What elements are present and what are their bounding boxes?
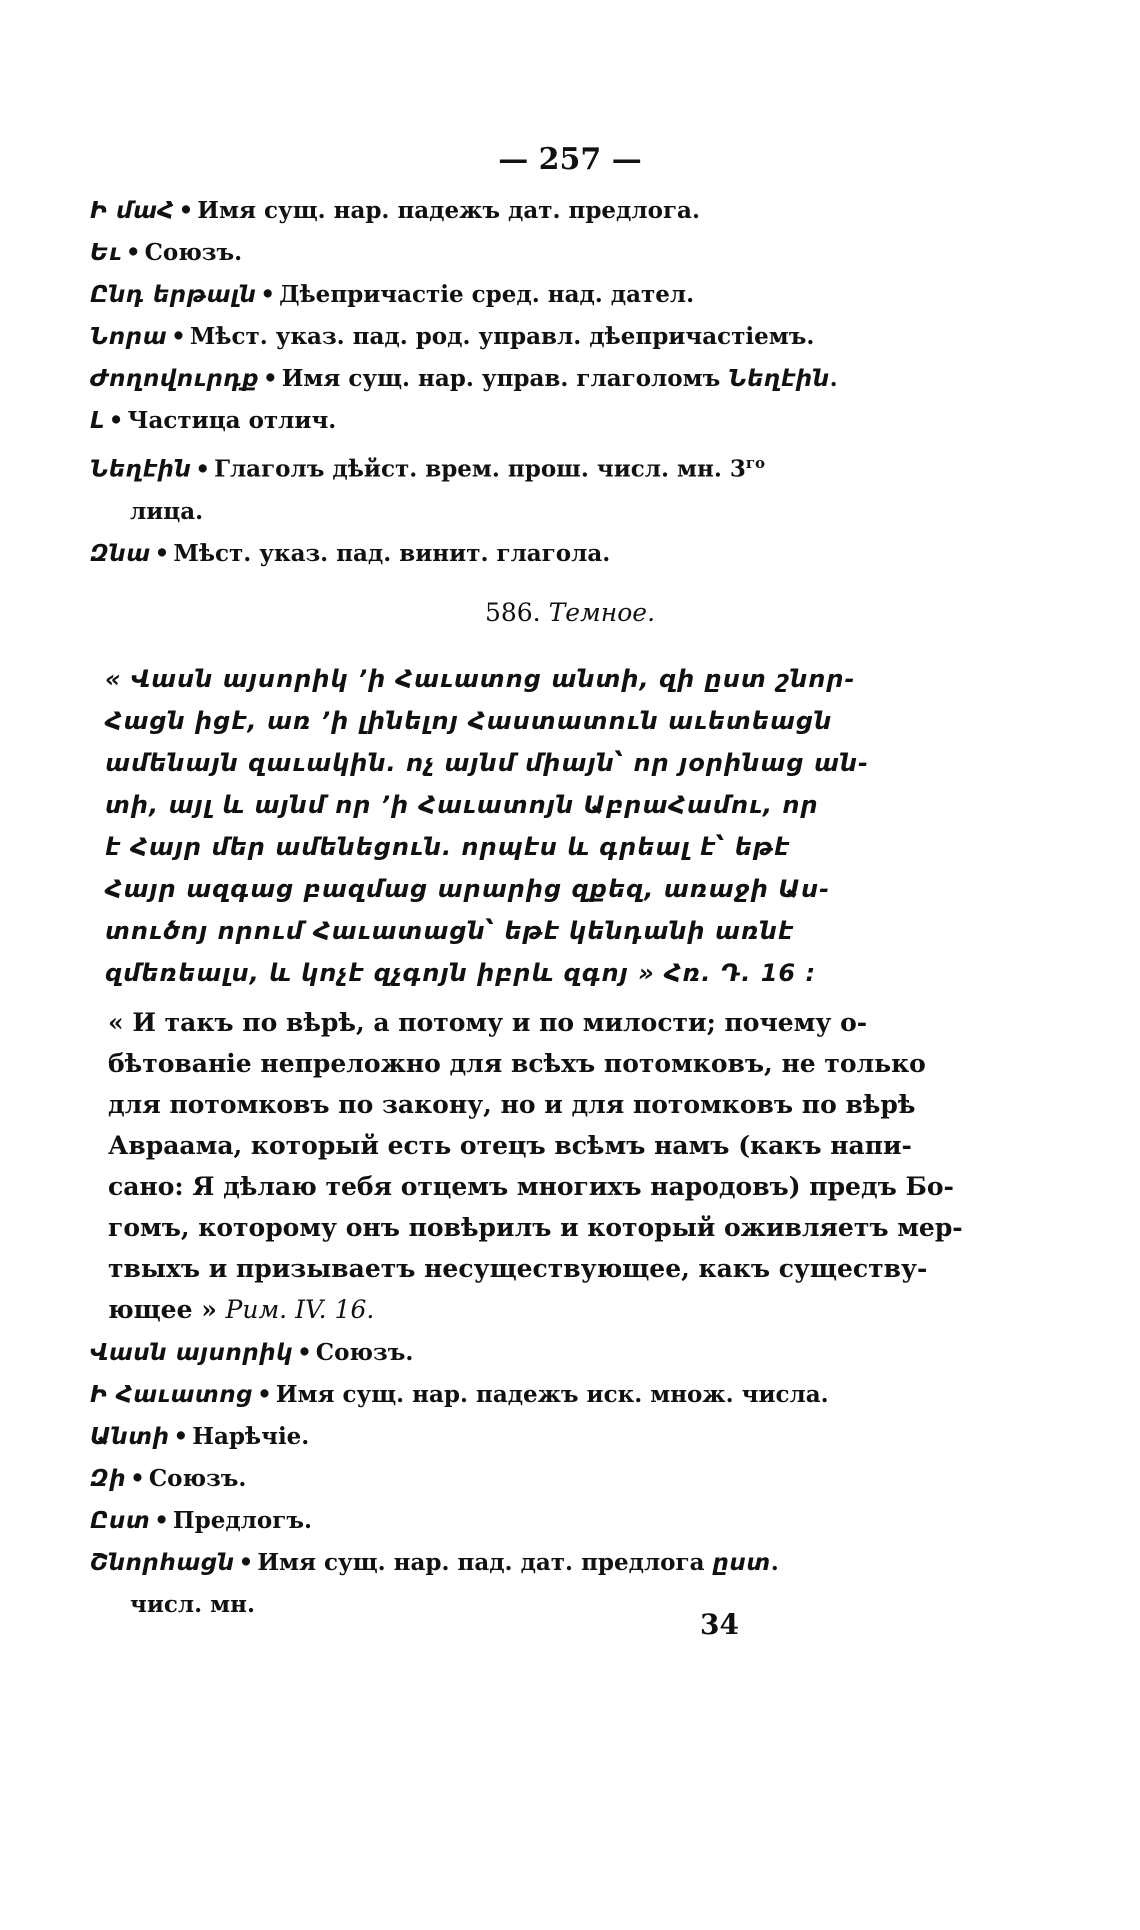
armenian-quote-line: Հացն իցէ, առ ՚ի լինելոյ Հաստատուն աւետեացն — [105, 707, 833, 735]
armenian-term: Եւ — [90, 240, 122, 266]
gloss-definition: Союзъ. — [315, 1339, 414, 1366]
armenian-term: Զնա — [90, 540, 151, 567]
armenian-term: Նեղէին — [90, 456, 192, 483]
translation-line: бѣтованіе непреложно для всѣхъ потомковъ, не только — [108, 1049, 926, 1078]
gloss-definition: Нарѣчіе. — [192, 1423, 310, 1450]
gloss-entry: Վասն այսորիկ • Союзъ. — [90, 1339, 414, 1366]
armenian-quote-line: տի, այլ և այնմ որ ՚ի Հաւատոյն ԱբրաՀամու, որ — [105, 791, 819, 819]
gloss-definition: Союзъ. — [148, 1465, 247, 1492]
armenian-term: Վասն այսորիկ — [90, 1340, 294, 1366]
translation-line: твыхъ и призываетъ несуществующее, какъ существу- — [108, 1254, 928, 1283]
armenian-inline: ըստ — [712, 1550, 771, 1576]
armenian-quote-line: ամենայն զաւակին. ոչ այնմ միայն՝ որ յօրինաց ան- — [105, 749, 869, 777]
gloss-entry: Զնա • Мѣст. указ. пад. винит. глагола. — [90, 539, 611, 567]
armenian-term: Զի — [90, 1466, 127, 1492]
translation-line: гомъ, которому онъ повѣрилъ и который оживляетъ мер- — [108, 1213, 963, 1242]
gloss-entry: Ի Հաւատոց • Имя сущ. нар. падежъ иск. множ. числа. — [90, 1381, 829, 1408]
russian-translation — [108, 1002, 963, 1330]
scripture-reference: Рим. IV. — [225, 1295, 327, 1324]
translation-line: « И такъ по вѣрѣ, а потому и по милости; почему о- — [108, 1008, 868, 1037]
armenian-quote — [105, 658, 915, 994]
armenian-quote-line: Հայր ազգաց բազմաց արարից զքեզ, առաջի Աս- — [105, 875, 831, 903]
gloss-entry: Ի մաՀ • Имя сущ. нар. падежъ дат. предлога. — [90, 197, 700, 224]
page-number: — 257 — — [498, 142, 642, 177]
gloss-entry: Ըստ • Предлогъ. — [90, 1507, 312, 1534]
gloss-entry: Լ • Частица отлич. — [90, 407, 337, 434]
gloss-definition: Имя сущ. нар. управ. глаголомъ — [281, 365, 729, 392]
translation-line: для потомковъ по закону, но и для потомковъ по вѣрѣ — [108, 1090, 916, 1119]
gloss-definition: Дѣепричастіе сред. над. дател. — [279, 281, 695, 308]
armenian-term: Ի մաՀ — [90, 198, 175, 224]
armenian-term: Շնորհացն — [90, 1550, 235, 1576]
gloss-entry: Ժողովուրդք • Имя сущ. нар. управ. глаголомъ Նեղէին. — [90, 365, 838, 392]
gloss-entry: Ընդ երթալն • Дѣепричастіе сред. над. дател. — [90, 281, 695, 308]
armenian-quote-line: է Հայր մեր ամենեցուն. որպէս և գրեալ է՝ եթէ — [105, 833, 791, 861]
gloss-entry: Շնորհացն • Имя сущ. нар. пад. дат. предлога ըստ. — [90, 1549, 779, 1576]
armenian-term: Ըստ — [90, 1508, 151, 1534]
signature-mark: 34 — [700, 1608, 739, 1641]
armenian-term: Անտի — [90, 1424, 170, 1450]
armenian-quote-line: տուծոյ որում Հաւատացն՝ եթէ կենդանի առնէ — [105, 917, 794, 945]
glossary-bottom — [90, 1332, 910, 1626]
gloss-definition: Мѣст. указ. пад. род. управл. дѣепричастіемъ. — [189, 323, 815, 350]
gloss-definition: Частица отлич. — [127, 407, 337, 434]
armenian-term: Նորա — [90, 324, 168, 350]
section-title: Темное. — [548, 598, 656, 627]
translation-line: сано: Я дѣлаю тебя отцемъ многихъ народовъ) предъ Бо- — [108, 1172, 954, 1201]
translation-line: Авраама, который есть отецъ всѣмъ намъ (какъ напи- — [108, 1131, 912, 1160]
gloss-entry: Նեղէին • Глаголъ дѣйст. врем. прош. числ. мн. $3^{го}$ — [90, 454, 766, 483]
glossary-top — [90, 190, 910, 575]
gloss-definition: Союзъ. — [144, 239, 243, 266]
gloss-entry: Նորա • Мѣст. указ. пад. род. управл. дѣепричастіемъ. — [90, 323, 815, 350]
gloss-entry: Եւ • Союзъ. — [90, 239, 243, 266]
armenian-term: Լ — [90, 408, 105, 434]
gloss-entry: Անտի • Нарѣчіе. — [90, 1423, 310, 1450]
gloss-definition: Глаголъ дѣйст. врем. прош. числ. мн. 3 — [214, 455, 746, 483]
armenian-term: Ի Հաւատոց — [90, 1382, 254, 1408]
armenian-inline: Նեղէին — [728, 366, 830, 392]
armenian-term: Ժողովուրդք — [90, 366, 259, 392]
gloss-continuation: числ. мн. — [130, 1591, 255, 1618]
armenian-quote-line: զմեռեալս, և կոչէ զչգոյն իբրև զգոյ » Հռ. Դ. 16 : — [105, 959, 817, 987]
gloss-definition: Имя сущ. нар. пад. дат. предлога — [257, 1549, 713, 1576]
gloss-continuation: лица. — [130, 497, 204, 525]
gloss-definition: Имя сущ. нар. падежъ иск. множ. числа. — [275, 1381, 829, 1408]
armenian-term: Ընդ երթալն — [90, 282, 257, 308]
armenian-quote-line: « Վասն այսորիկ ՚ի Հաւատոց անտի, զի ըստ շնոր- — [105, 665, 856, 693]
gloss-definition: Мѣст. указ. пад. винит. глагола. — [173, 539, 611, 567]
gloss-definition: Имя сущ. нар. падежъ дат. предлога. — [197, 197, 700, 224]
section-number: 586. — [484, 598, 541, 627]
superscript: го — [745, 454, 766, 472]
section-heading — [0, 598, 1140, 627]
translation-line: ющее » Рим. IV. 16. — [108, 1295, 375, 1324]
gloss-entry: Զի • Союзъ. — [90, 1465, 247, 1492]
gloss-definition: Предлогъ. — [172, 1507, 312, 1534]
